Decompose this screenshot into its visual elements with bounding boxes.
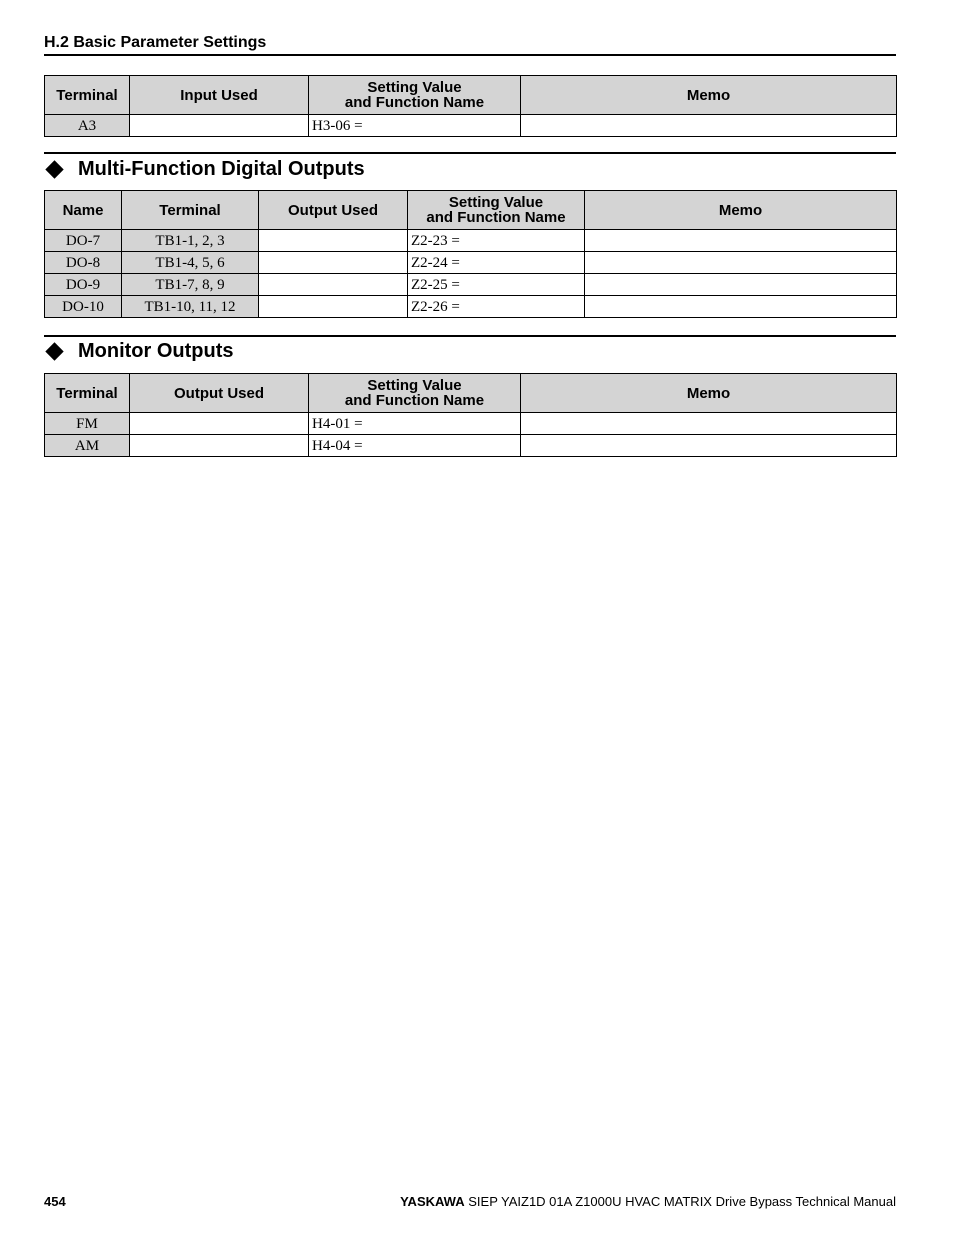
col-header-memo: Memo [521,76,897,115]
cell-name: DO-8 [45,252,122,274]
cell-output-used [259,296,408,318]
cell-name: DO-9 [45,274,122,296]
section-title-text: Monitor Outputs [78,340,234,362]
cell-output-used [259,252,408,274]
col-header-name: Name [45,191,122,230]
cell-setting: Z2-24 = [408,252,585,274]
col-header-terminal: Terminal [45,76,130,115]
footer-brand: YASKAWA [400,1194,465,1209]
footer-manual-title [400,1194,896,1209]
cell-setting: Z2-25 = [408,274,585,296]
section-title-monitor-outputs [44,339,234,363]
table-header-row [45,374,897,413]
cell-setting: Z2-26 = [408,296,585,318]
cell-setting: H3-06 = [309,115,521,137]
col-header-setting-value: Setting Value and Function Name [309,374,521,413]
col-header-terminal: Terminal [122,191,259,230]
cell-memo [521,435,897,457]
diamond-bullet-icon [45,342,63,360]
table-row [45,115,897,137]
cell-input-used [130,115,309,137]
header-rule [44,54,896,56]
monitor-outputs-table [44,373,897,457]
col-header-memo: Memo [521,374,897,413]
cell-memo [585,230,897,252]
table-row [45,230,897,252]
table-row [45,413,897,435]
section-title-text: Multi-Function Digital Outputs [78,158,365,180]
table-header-row [45,76,897,115]
cell-output-used [259,230,408,252]
digital-outputs-table [44,190,897,318]
page-header: H.2 Basic Parameter Settings [44,34,267,51]
cell-memo [585,274,897,296]
table-row [45,435,897,457]
cell-setting: Z2-23 = [408,230,585,252]
col-header-output-used: Output Used [130,374,309,413]
analog-input-table [44,75,897,137]
cell-name: DO-10 [45,296,122,318]
col-header-setting-value: Setting Value and Function Name [309,76,521,115]
table-row [45,274,897,296]
cell-memo [521,115,897,137]
col-header-terminal: Terminal [45,374,130,413]
cell-memo [585,296,897,318]
cell-terminal: TB1-7, 8, 9 [122,274,259,296]
cell-output-used [130,413,309,435]
cell-output-used [130,435,309,457]
col-header-output-used: Output Used [259,191,408,230]
section-rule [44,152,896,154]
footer-title-text: SIEP YAIZ1D 01A Z1000U HVAC MATRIX Drive Bypass Technical Manual [468,1194,896,1209]
page-number: 454 [44,1194,66,1209]
diamond-bullet-icon [45,160,63,178]
cell-terminal: TB1-10, 11, 12 [122,296,259,318]
table-row [45,252,897,274]
cell-setting: H4-04 = [309,435,521,457]
cell-output-used [259,274,408,296]
col-header-memo: Memo [585,191,897,230]
cell-terminal: TB1-4, 5, 6 [122,252,259,274]
cell-name: DO-7 [45,230,122,252]
cell-terminal: TB1-1, 2, 3 [122,230,259,252]
cell-terminal: AM [45,435,130,457]
cell-terminal: FM [45,413,130,435]
col-header-setting-value: Setting Value and Function Name [408,191,585,230]
table-row [45,296,897,318]
cell-terminal: A3 [45,115,130,137]
cell-setting: H4-01 = [309,413,521,435]
section-rule [44,335,896,337]
section-title-digital-outputs [44,157,365,181]
cell-memo [521,413,897,435]
cell-memo [585,252,897,274]
table-header-row [45,191,897,230]
col-header-input-used: Input Used [130,76,309,115]
